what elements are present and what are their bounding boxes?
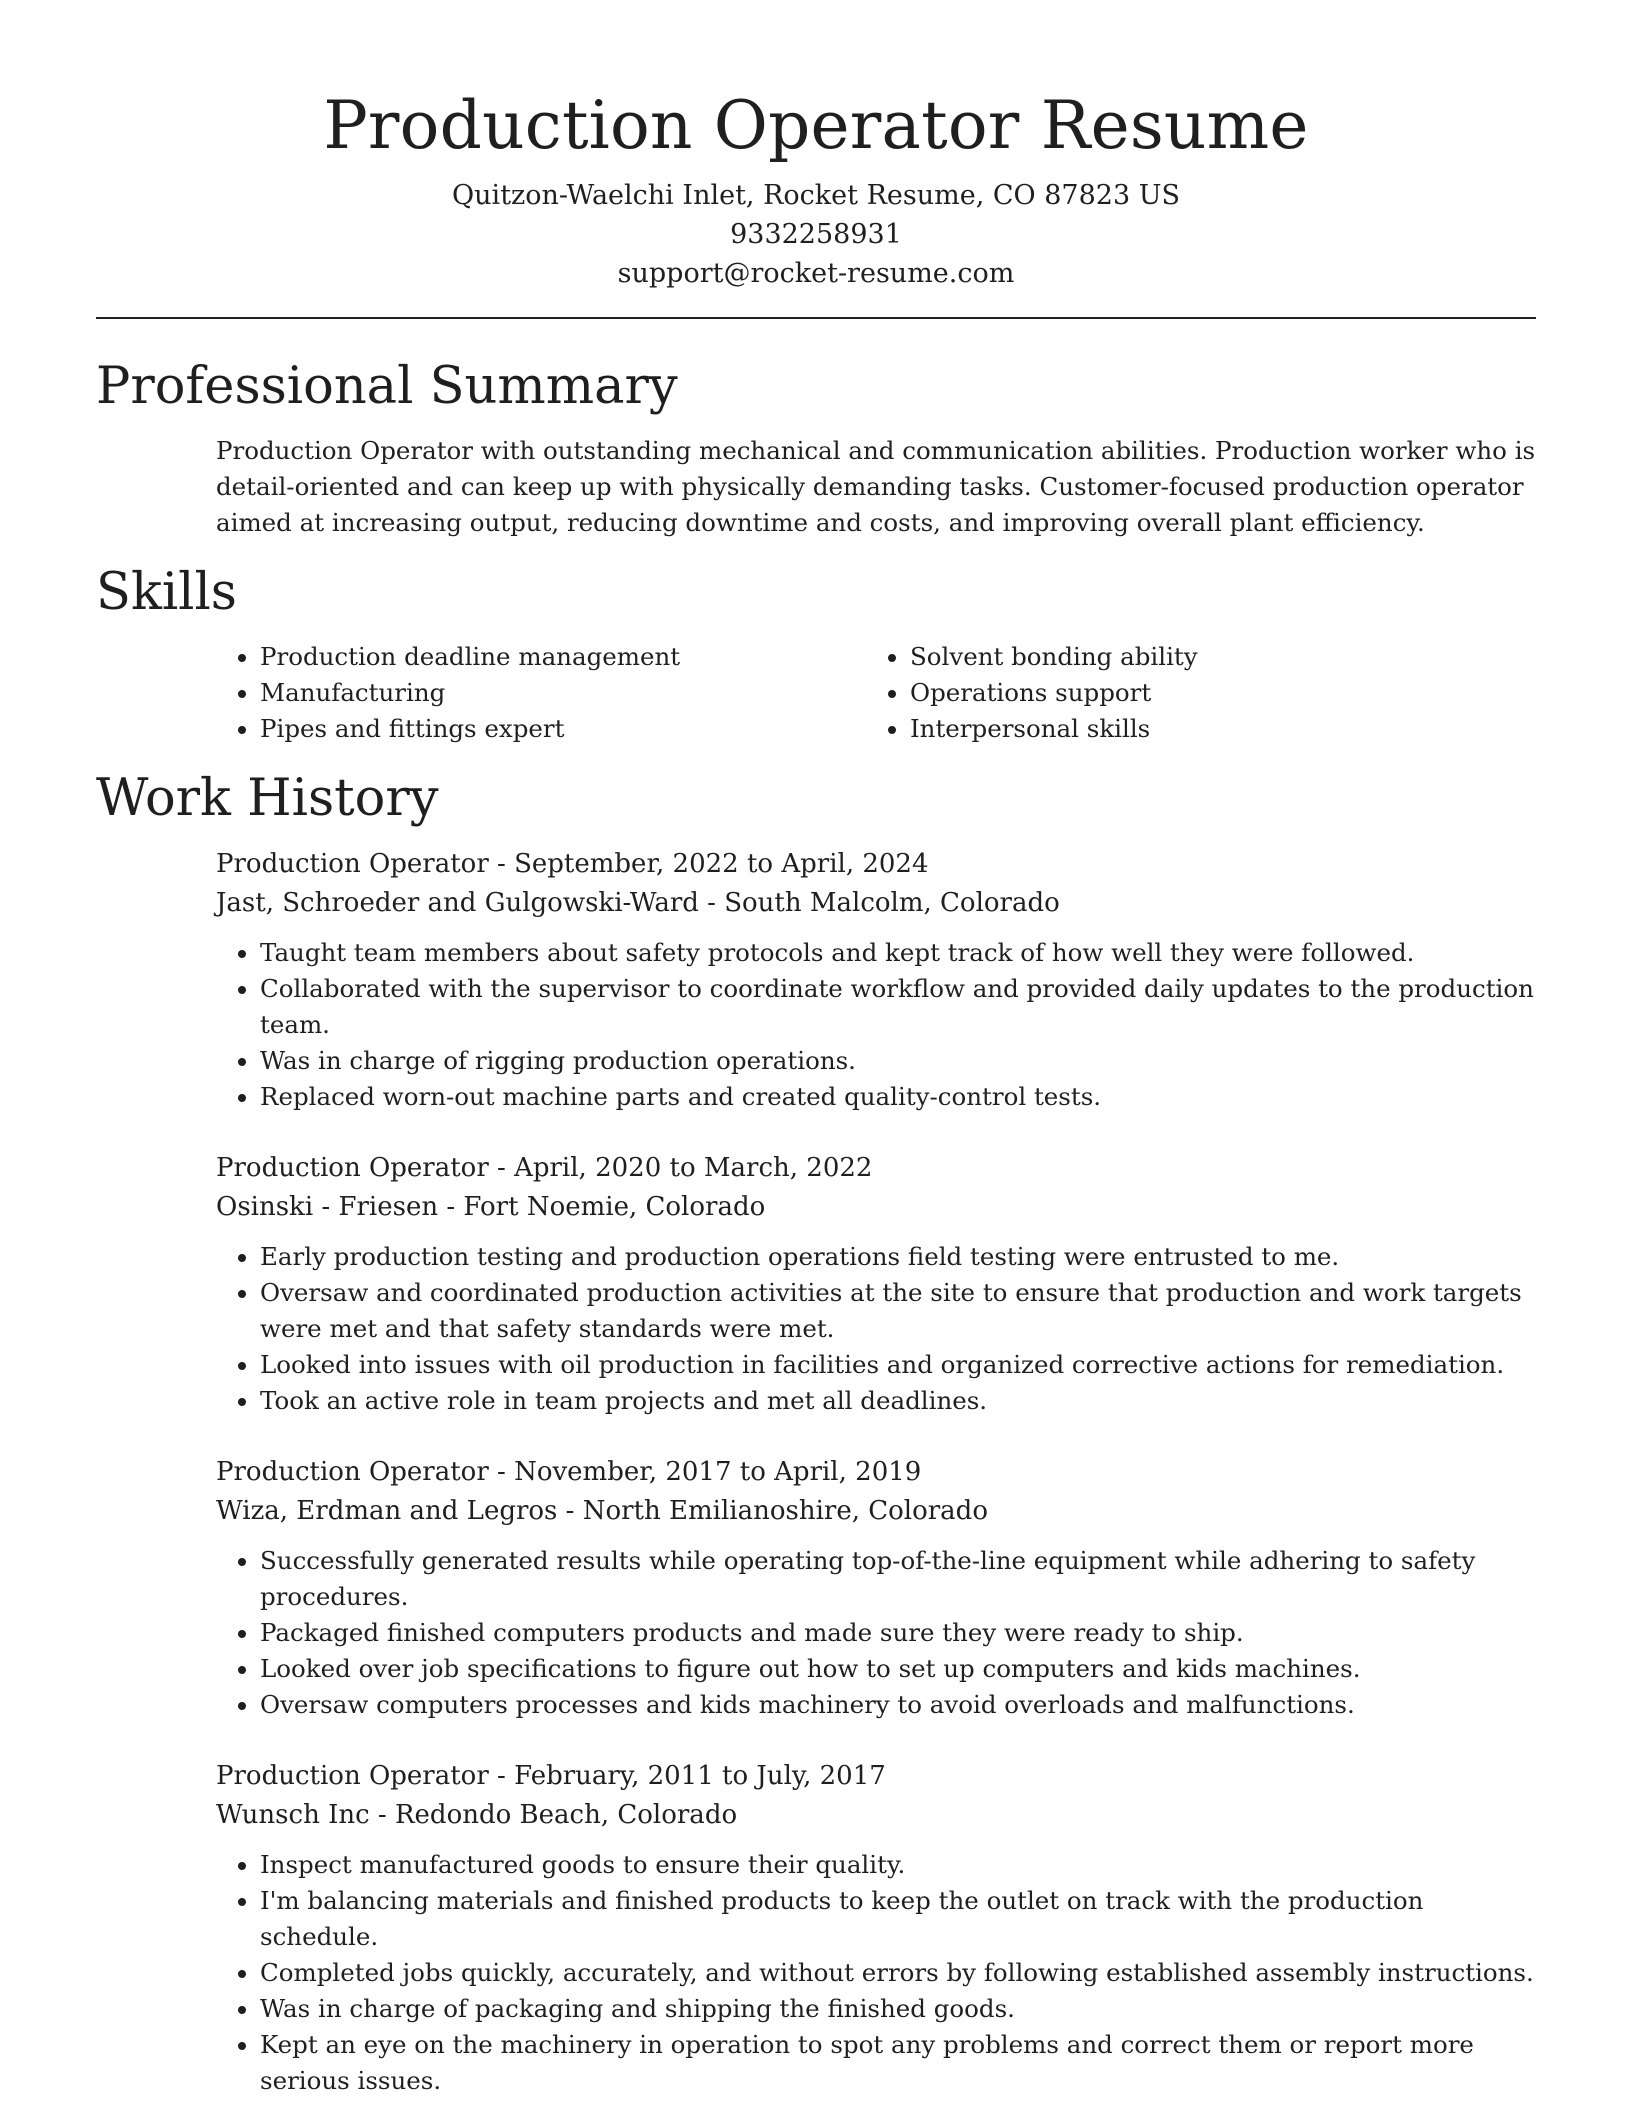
job-bullets bbox=[216, 1239, 1536, 1419]
job-bullet: • Successfully generated results while operating top-of-the-line equipment while adhering to safety procedures. bbox=[260, 1543, 1536, 1615]
skills-column-right bbox=[866, 639, 1516, 747]
resume-title: Production Operator Resume bbox=[323, 87, 1309, 164]
job-location: - Redondo Beach, Colorado bbox=[369, 1800, 738, 1830]
contact-email: support@rocket-resume.com bbox=[617, 258, 1015, 289]
job-company-line bbox=[216, 1796, 1536, 1835]
job-title-line bbox=[216, 1453, 1536, 1492]
job-company: Wunsch Inc bbox=[216, 1800, 370, 1830]
job-title-line bbox=[216, 1149, 1536, 1188]
job-title: Production Operator bbox=[216, 1153, 489, 1183]
skills-column-left bbox=[216, 639, 866, 747]
job-entry bbox=[216, 1149, 1536, 1419]
job-company-line bbox=[216, 1492, 1536, 1531]
job-dates: - November, 2017 to April, 2019 bbox=[488, 1457, 922, 1487]
summary-heading: Professional Summary bbox=[96, 357, 678, 416]
job-bullet: • Early production testing and production operations field testing were entrusted to me. bbox=[260, 1239, 1536, 1275]
job-bullet: • Taught team members about safety protocols and kept track of how well they were followed. bbox=[260, 935, 1536, 971]
contact-block bbox=[96, 176, 1536, 293]
skill-item: • Operations support bbox=[910, 675, 1516, 711]
job-bullet: • Was in charge of packaging and shipping the finished goods. bbox=[260, 1991, 1536, 2027]
job-bullets bbox=[216, 935, 1536, 1115]
job-entry bbox=[216, 1757, 1536, 2099]
job-bullets bbox=[216, 1543, 1536, 1723]
work-history-section bbox=[96, 769, 1536, 2099]
job-location: - Fort Noemie, Colorado bbox=[438, 1192, 766, 1222]
skill-item: • Solvent bonding ability bbox=[910, 639, 1516, 675]
job-bullet: • I'm balancing materials and finished products to keep the outlet on track with the production schedule. bbox=[260, 1883, 1536, 1955]
contact-address: Quitzon-Waelchi Inlet, Rocket Resume, CO 87823 US bbox=[452, 180, 1180, 211]
skill-item: • Interpersonal skills bbox=[910, 711, 1516, 747]
job-location: - North Emilianoshire, Colorado bbox=[557, 1496, 988, 1526]
job-bullet: • Completed jobs quickly, accurately, and without errors by following established assembly instructions. bbox=[260, 1955, 1536, 1991]
skill-item: • Manufacturing bbox=[260, 675, 866, 711]
job-company: Wiza, Erdman and Legros bbox=[216, 1496, 558, 1526]
skills-heading: Skills bbox=[96, 563, 237, 622]
job-entry bbox=[216, 1453, 1536, 1723]
job-bullet: • Was in charge of rigging production operations. bbox=[260, 1043, 1536, 1079]
skill-item: • Pipes and fittings expert bbox=[260, 711, 866, 747]
job-bullet: • Packaged finished computers products and made sure they were ready to ship. bbox=[260, 1615, 1536, 1651]
job-title-line bbox=[216, 845, 1536, 884]
job-dates: - February, 2011 to July, 2017 bbox=[488, 1761, 886, 1791]
job-bullet: • Looked into issues with oil production in facilities and organized corrective actions for remediation. bbox=[260, 1347, 1536, 1383]
job-entry bbox=[216, 845, 1536, 1115]
job-company-line bbox=[216, 1188, 1536, 1227]
job-title-line bbox=[216, 1757, 1536, 1796]
job-title: Production Operator bbox=[216, 1457, 489, 1487]
job-title: Production Operator bbox=[216, 1761, 489, 1791]
job-bullets bbox=[216, 1847, 1536, 2099]
job-title: Production Operator bbox=[216, 849, 489, 879]
work-history-heading: Work History bbox=[96, 769, 439, 828]
job-bullet: • Kept an eye on the machinery in operation to spot any problems and correct them or report more serious issues. bbox=[260, 2027, 1536, 2099]
job-bullet: • Oversaw computers processes and kids machinery to avoid overloads and malfunctions. bbox=[260, 1687, 1536, 1723]
resume-header bbox=[96, 0, 1536, 293]
job-dates: - September, 2022 to April, 2024 bbox=[488, 849, 929, 879]
job-location: - South Malcolm, Colorado bbox=[698, 888, 1060, 918]
skills-grid bbox=[216, 639, 1536, 747]
summary-section bbox=[96, 357, 1536, 541]
resume-page bbox=[96, 0, 1536, 2099]
job-bullet: • Collaborated with the supervisor to coordinate workflow and provided daily updates to the production team. bbox=[260, 971, 1536, 1043]
job-bullet: • Took an active role in team projects and met all deadlines. bbox=[260, 1383, 1536, 1419]
job-company: Osinski - Friesen bbox=[216, 1192, 439, 1222]
job-bullet: • Inspect manufactured goods to ensure their quality. bbox=[260, 1847, 1536, 1883]
contact-phone: 9332258931 bbox=[730, 219, 902, 250]
skills-section bbox=[96, 563, 1536, 747]
header-divider bbox=[96, 317, 1536, 319]
job-bullet: • Looked over job specifications to figure out how to set up computers and kids machines. bbox=[260, 1651, 1536, 1687]
job-company: Jast, Schroeder and Gulgowski-Ward bbox=[216, 888, 699, 918]
summary-text: Production Operator with outstanding mechanical and communication abilities. Production worker who is detail-oriented and can keep up with physically demanding tasks. Customer-focused production operator aimed at increasing output, reducing downtime and costs, and improving overall plant efficiency. bbox=[216, 436, 1536, 537]
job-bullet: • Replaced worn-out machine parts and created quality-control tests. bbox=[260, 1079, 1536, 1115]
job-bullet: • Oversaw and coordinated production activities at the site to ensure that production and work targets were met and that safety standards were met. bbox=[260, 1275, 1536, 1347]
job-company-line bbox=[216, 884, 1536, 923]
skill-item: • Production deadline management bbox=[260, 639, 866, 675]
job-dates: - April, 2020 to March, 2022 bbox=[488, 1153, 873, 1183]
